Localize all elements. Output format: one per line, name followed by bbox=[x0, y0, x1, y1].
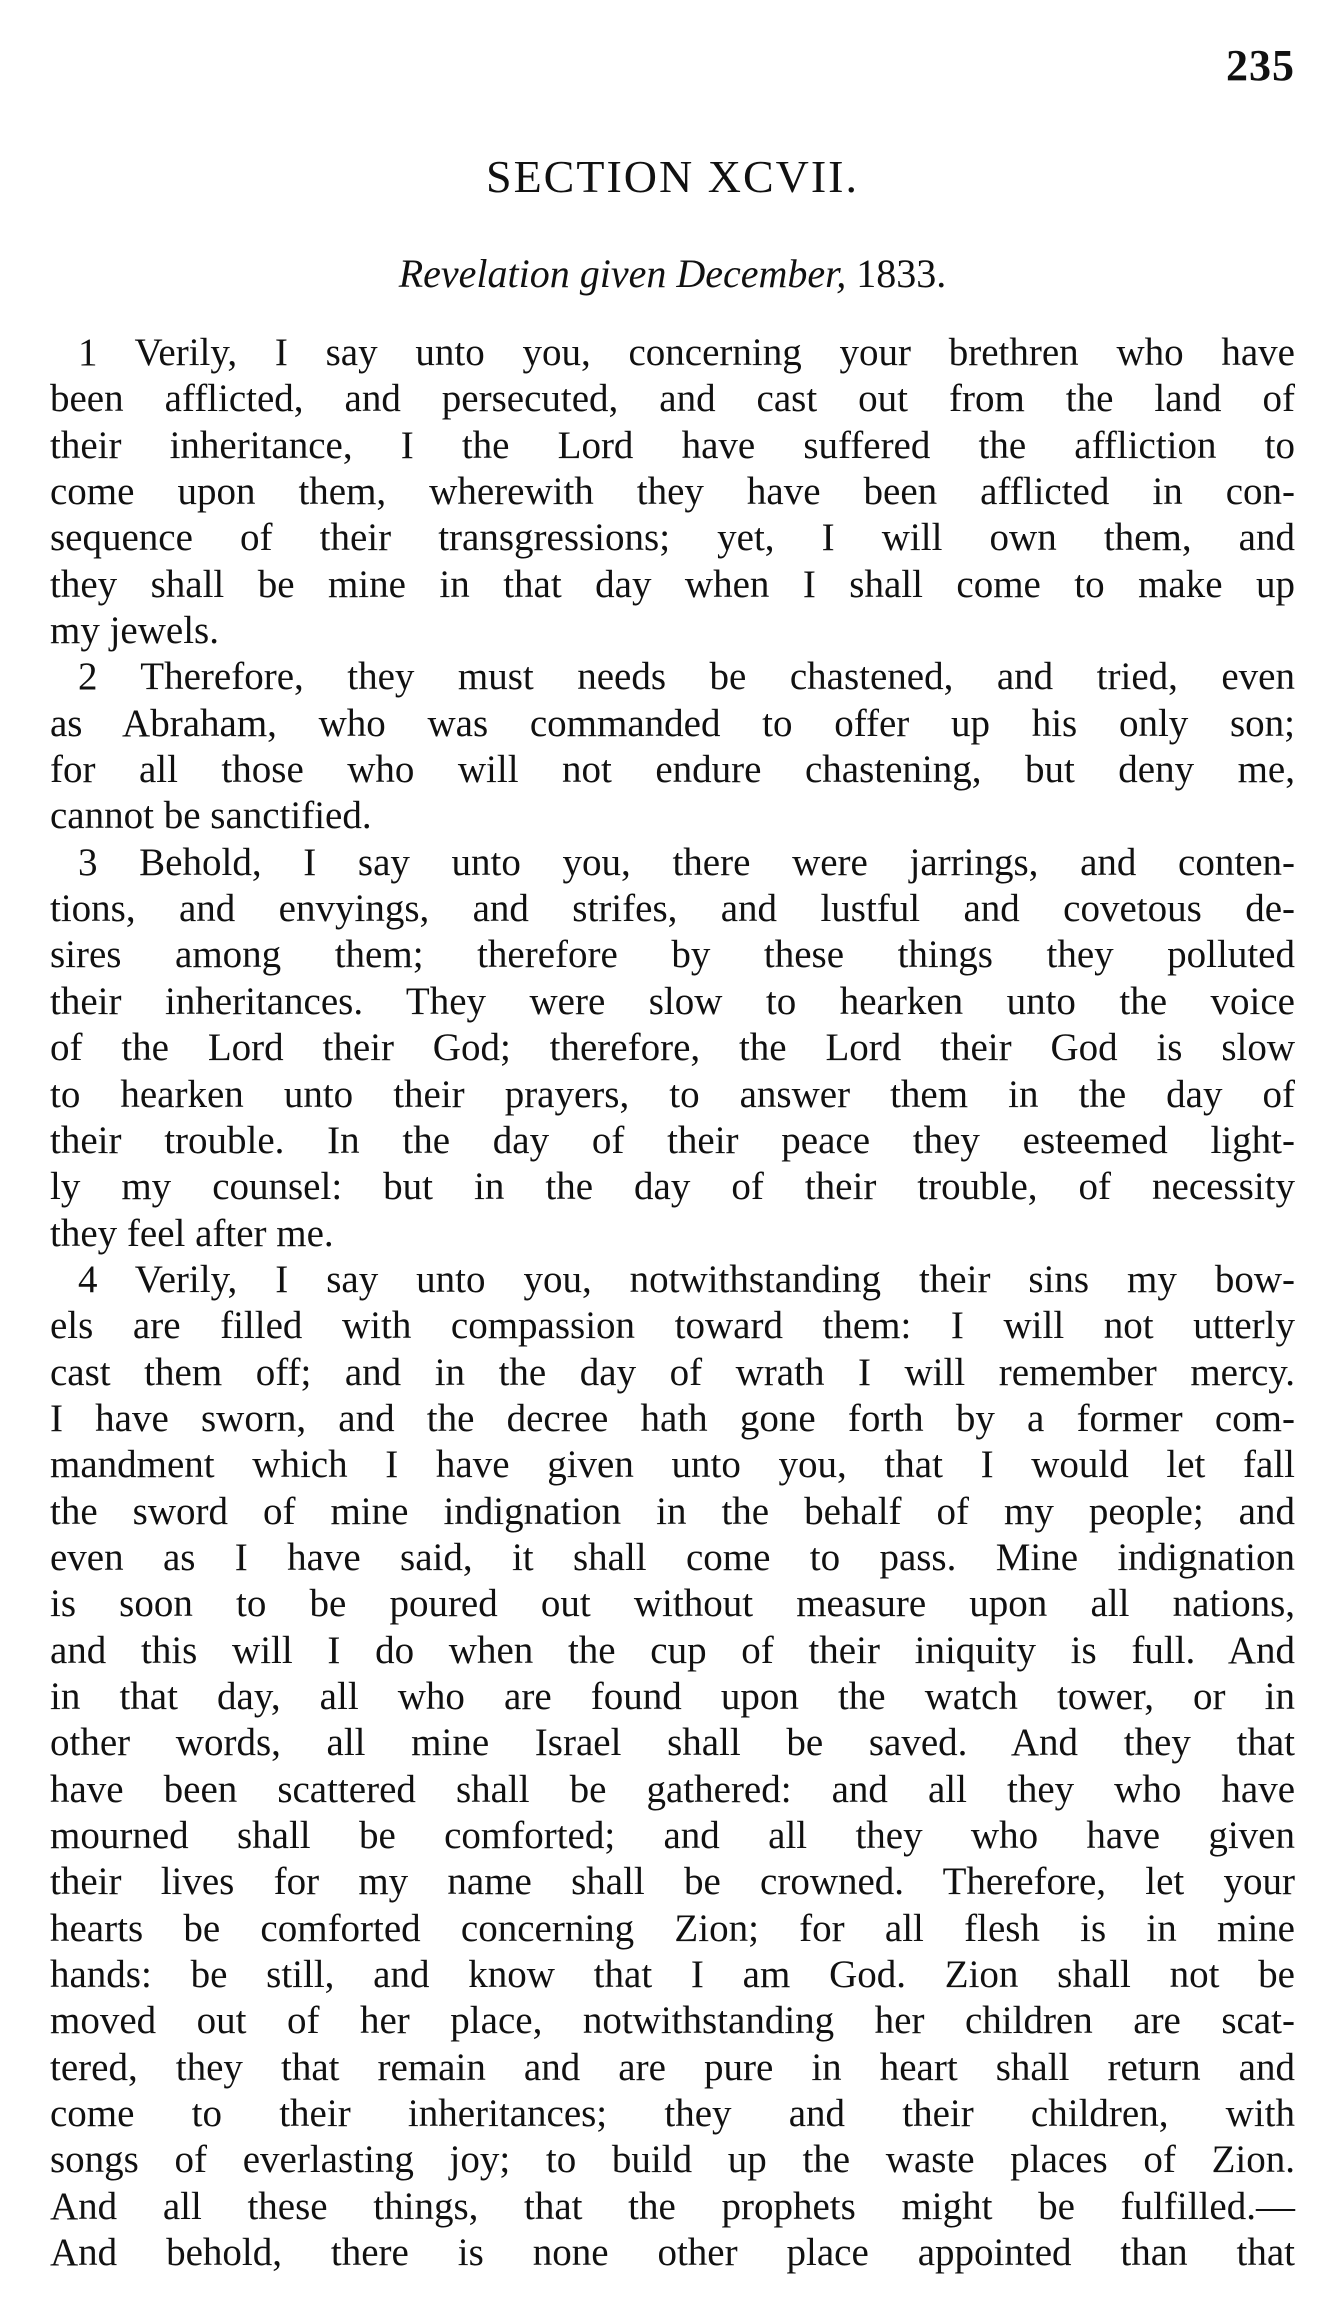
text-line: mandment which I have given unto you, that I would let fall bbox=[50, 1443, 1295, 1487]
section-subtitle bbox=[50, 250, 1295, 297]
section-title: SECTION XCVII. bbox=[486, 151, 859, 202]
text-line: els are filled with compassion toward them: I will not utterly bbox=[50, 1304, 1295, 1348]
text-line: come upon them, wherewith they have been afflicted in con- bbox=[50, 470, 1295, 514]
text-line: 2 Therefore, they must needs be chastened, and tried, even bbox=[78, 655, 1295, 699]
text-line: their inheritances. They were slow to hearken unto the voice bbox=[50, 979, 1295, 1023]
text-line: have been scattered shall be gathered: and all they who have bbox=[50, 1767, 1295, 1811]
text-line: their lives for my name shall be crowned. Therefore, let your bbox=[50, 1860, 1295, 1904]
text-line: sequence of their transgressions; yet, I will own them, and bbox=[50, 516, 1295, 560]
text-line: as Abraham, who was commanded to offer up his only son; bbox=[50, 701, 1295, 745]
text-line: And behold, there is none other place appointed than that bbox=[50, 2231, 1295, 2275]
text-line: hands: be still, and know that I am God. Zion shall not be bbox=[50, 1953, 1295, 1997]
text-line: for all those who will not endure chastening, but deny me, bbox=[50, 748, 1295, 792]
text-line: cannot be sanctified. bbox=[50, 794, 372, 838]
text-line: and this will I do when the cup of their iniquity is full. And bbox=[50, 1628, 1295, 1672]
text-line: sires among them; therefore by these things they polluted bbox=[50, 933, 1295, 977]
text-line: they shall be mine in that day when I shall come to make up bbox=[50, 562, 1295, 606]
subtitle-italic: Revelation given December, bbox=[398, 251, 847, 296]
text-line: moved out of her place, notwithstanding her children are scat- bbox=[50, 1999, 1295, 2043]
text-line: 3 Behold, I say unto you, there were jarrings, and conten- bbox=[78, 840, 1295, 884]
text-line: the sword of mine indignation in the behalf of my people; and bbox=[50, 1489, 1295, 1533]
text-line: come to their inheritances; they and their children, with bbox=[50, 2092, 1295, 2136]
text-line: my jewels. bbox=[50, 609, 219, 653]
text-line: I have sworn, and the decree hath gone forth by a former com- bbox=[50, 1396, 1295, 1440]
text-line: mourned shall be comforted; and all they who have given bbox=[50, 1814, 1295, 1857]
text-line: been afflicted, and persecuted, and cast out from the land of bbox=[50, 377, 1295, 421]
text-line: tered, they that remain and are pure in heart shall return and bbox=[50, 2045, 1295, 2089]
subtitle-year: 1833. bbox=[856, 251, 947, 296]
text-line: tions, and envyings, and strifes, and lustful and covetous de- bbox=[50, 887, 1295, 931]
text-line: And all these things, that the prophets might be fulfilled.— bbox=[50, 2184, 1295, 2228]
text-line: ly my counsel: but in the day of their trouble, of necessity bbox=[50, 1165, 1295, 1209]
text-line: 4 Verily, I say unto you, notwithstanding their sins my bow- bbox=[78, 1257, 1295, 1301]
text-line: they feel after me. bbox=[50, 1211, 334, 1255]
revelation-text bbox=[50, 330, 1295, 2276]
text-line: 1 Verily, I say unto you, concerning your brethren who have bbox=[78, 331, 1295, 374]
text-line: cast them off; and in the day of wrath I will remember mercy. bbox=[50, 1350, 1295, 1394]
text-line: songs of everlasting joy; to build up the waste places of Zion. bbox=[50, 2138, 1295, 2182]
text-line: hearts be comforted concerning Zion; for all flesh is in mine bbox=[50, 1906, 1295, 1950]
text-line: in that day, all who are found upon the watch tower, or in bbox=[50, 1674, 1295, 1718]
text-line: their inheritance, I the Lord have suffered the affliction to bbox=[50, 423, 1295, 467]
page-number: 235 bbox=[1226, 41, 1295, 90]
text-line: to hearken unto their prayers, to answer them in the day of bbox=[50, 1072, 1295, 1116]
text-line: their trouble. In the day of their peace they esteemed light- bbox=[50, 1118, 1295, 1162]
text-line: of the Lord their God; therefore, the Lord their God is slow bbox=[50, 1026, 1295, 1070]
text-line: even as I have said, it shall come to pass. Mine indignation bbox=[50, 1535, 1295, 1579]
text-line: is soon to be poured out without measure upon all nations, bbox=[50, 1582, 1295, 1626]
book-page bbox=[50, 30, 1295, 2290]
text-line: other words, all mine Israel shall be saved. And they that bbox=[50, 1721, 1295, 1765]
